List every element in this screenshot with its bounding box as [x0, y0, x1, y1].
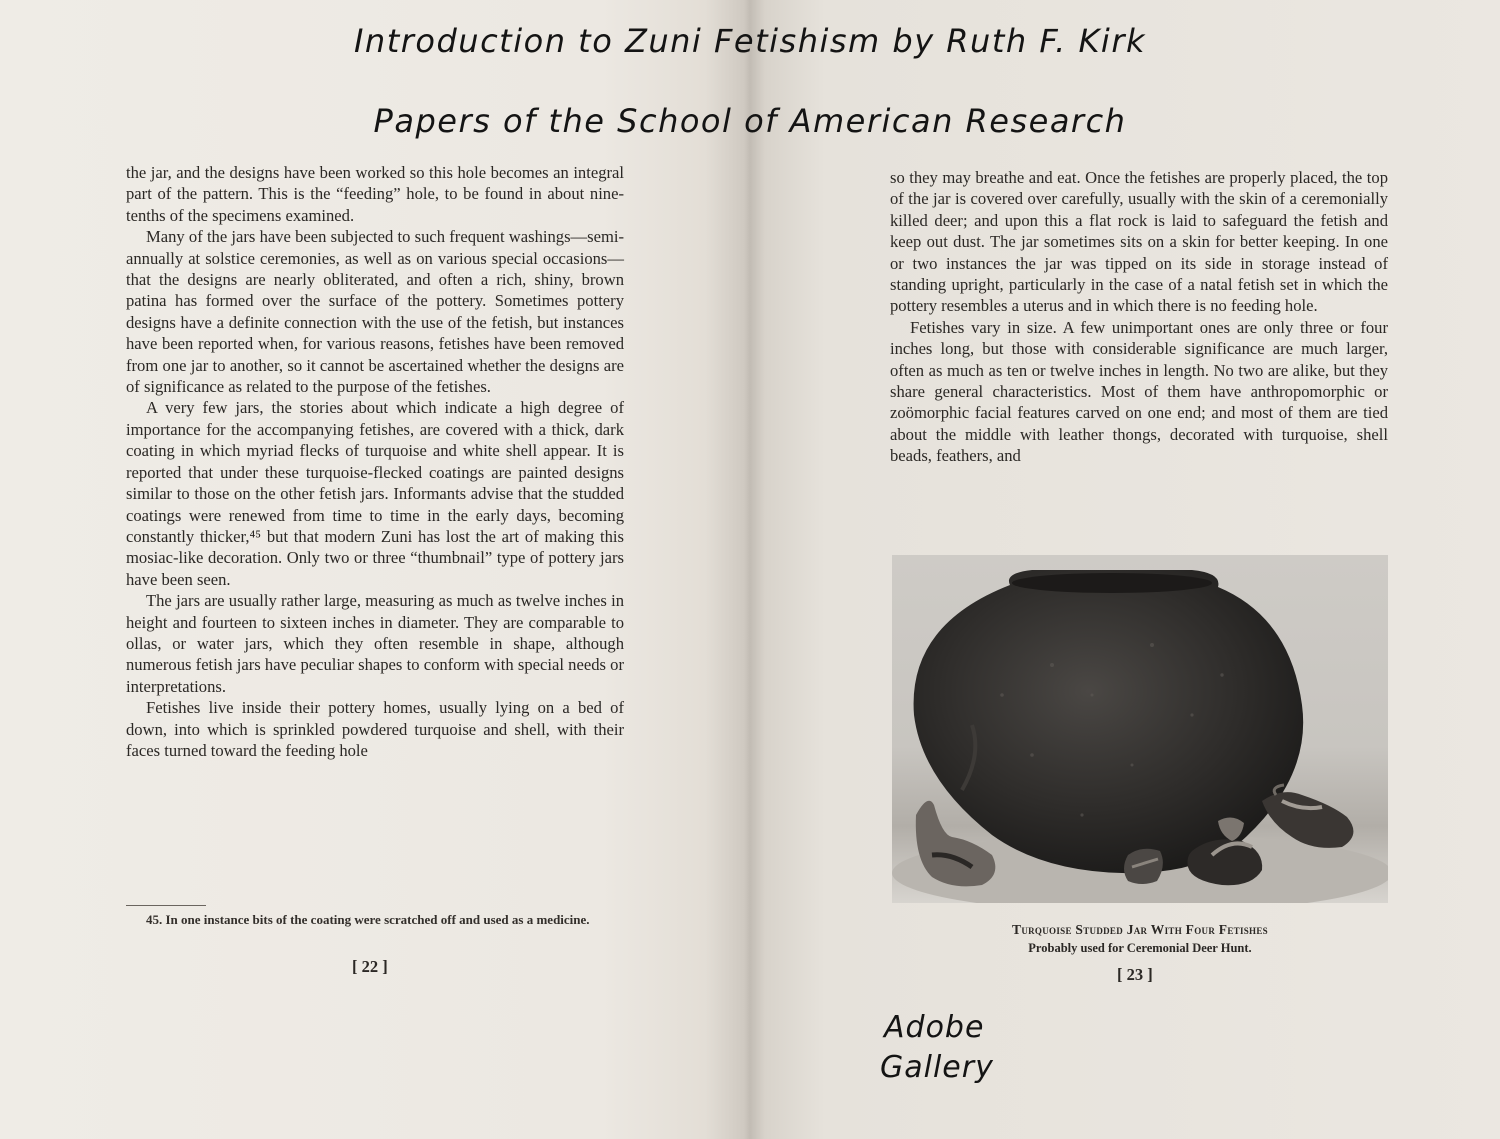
left-paragraph: the jar, and the designs have been worked so this hole becomes an integral part of the pattern. This is the “feeding” hole, to be found in about nine-tenths of the specimens examined.: [126, 163, 624, 225]
overlay-subtitle: Papers of the School of American Research: [373, 102, 1127, 140]
left-paragraph: Many of the jars have been subjected to such frequent washings—semi-annually at solstice ceremonies, as well as on various special occasions—that the designs are nearly obliterated, and often a rich, shiny, brown patina has formed over the surface of the pottery. Sometimes pottery designs have a definite connection with the use of the fetish, but instances have been reported when, for various reasons, fetishes have been removed from one jar to another, so it cannot be ascertained whether the designs are of significance as related to the purpose of the fetishes.: [126, 227, 624, 397]
right-page-text: [890, 167, 1388, 467]
right-paragraph: so they may breathe and eat. Once the fetishes are properly placed, the top of the jar is covered over carefully, usually with the skin of a ceremonially killed deer; and upon this a flat rock is laid to safeguard the fetish and keep out dust. The jar sometimes sits on a skin for better keeping. In one or two instances the jar was tipped on its side in storage instead of standing upright, particularly in the case of a natal fetish set in which the pottery resembles a uterus and in which there is no feeding hole.: [890, 168, 1388, 316]
footnote: [126, 910, 624, 929]
left-paragraph: The jars are usually rather large, measuring as much as twelve inches in height and fourteen to sixteen inches in diameter. They are comparable to ollas, or water jars, which they often resemble in shape, although numerous fetish jars have peculiar shapes to conform with special needs or interpretations.: [126, 591, 624, 696]
watermark-line-2: Gallery: [880, 1050, 994, 1085]
jar-photograph: [892, 555, 1388, 903]
fetish-right-back: [1262, 785, 1353, 848]
right-paragraph: Fetishes vary in size. A few unimportant ones are only three or four inches long, but those with considerable significance are much larger, often as much as ten or twelve inches in length. No two are alike, but they share general characteristics. Most of them have anthropomorphic or zoömorphic facial features carved on one end; and most of them are tied about the middle with leather thongs, decorated with turquoise, shell beads, feathers, and: [890, 317, 1388, 466]
left-paragraph: Fetishes live inside their pottery homes, usually lying on a bed of down, into which is sprinkled powdered turquoise and shell, with their faces turned toward the feeding hole: [126, 698, 624, 760]
left-page-text: [126, 162, 624, 761]
footnote-text: In one instance bits of the coating were scratched off and used as a medicine.: [165, 912, 590, 927]
caption-subtitle: Probably used for Ceremonial Deer Hunt.: [1028, 941, 1252, 955]
caption-title: Turquoise Studded Jar With Four Fetishes: [1012, 922, 1268, 937]
page-number-left: [ 22 ]: [352, 957, 388, 976]
studded-jar: [914, 570, 1304, 873]
page-number-right: [ 23 ]: [1117, 965, 1153, 984]
photo-caption: [892, 921, 1388, 957]
footnote-divider: [126, 905, 206, 906]
footnote-number: 45.: [146, 912, 163, 927]
jar-mouth: [1012, 573, 1212, 593]
watermark-line-1: Adobe: [884, 1010, 985, 1045]
fetish-middle: [1124, 849, 1163, 884]
overlay-title: Introduction to Zuni Fetishism by Ruth F. Kirk: [353, 22, 1146, 60]
left-paragraph: A very few jars, the stories about which indicate a high degree of importance for the accompanying fetishes, are covered with a thick, dark coating in which myriad flecks of turquoise and white shell appear. It is reported that under these turquoise-flecked coatings are painted designs similar to those on the other fetish jars. Informants advise that the studded coatings were renewed from time to time in the early days, becoming constantly thicker,⁴⁵ but that modern Zuni has lost the art of making this mosiac-like decoration. Only two or three “thumbnail” type of pottery jars have been seen.: [126, 398, 624, 589]
